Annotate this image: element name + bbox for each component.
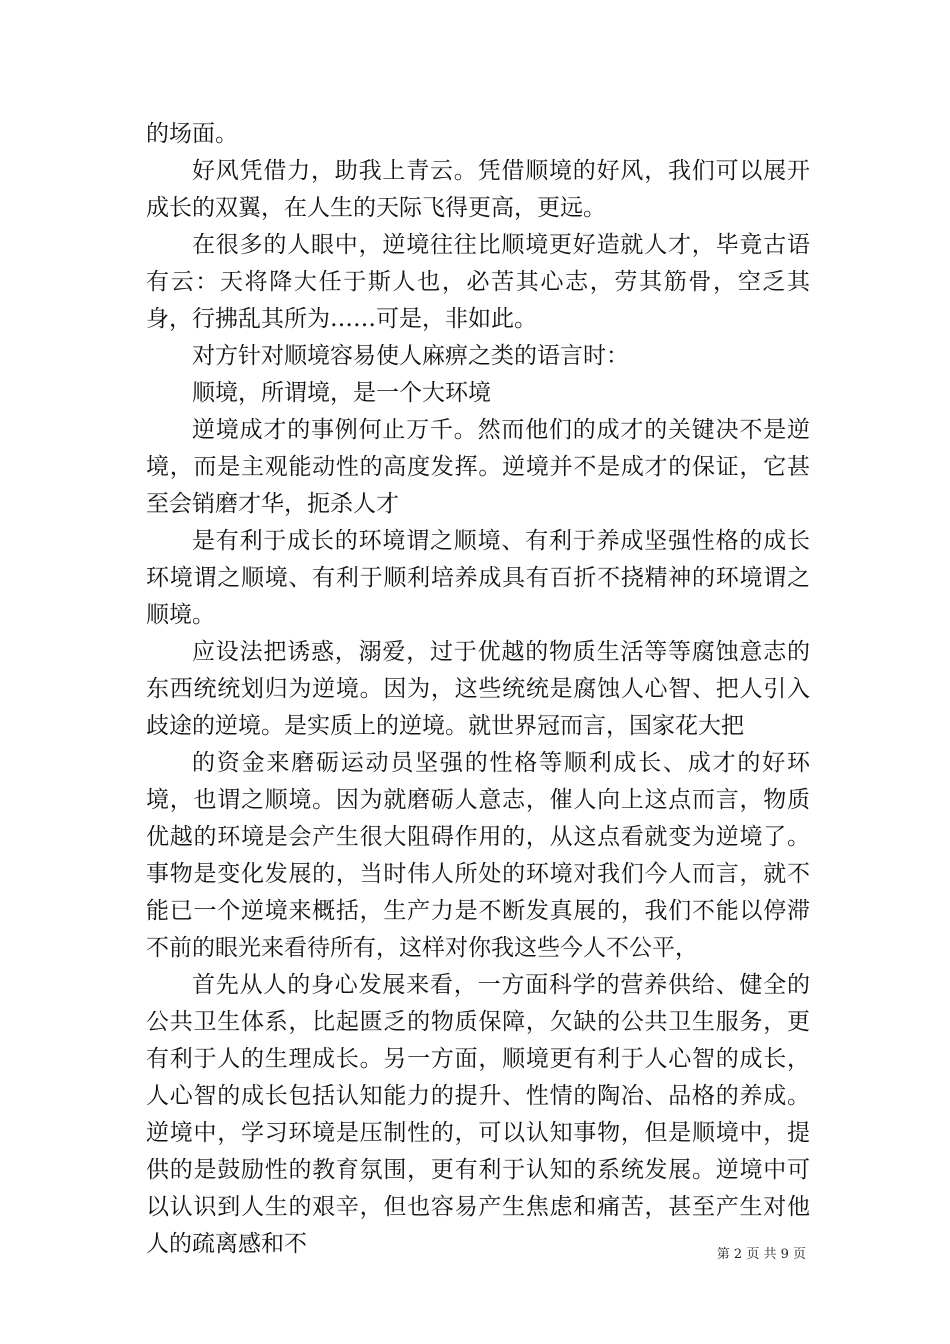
paragraph-7: 是有利于成长的环境谓之顺境、有利于养成坚强性格的成长环境谓之顺境、有利于顺利培养成具有百折不挠精神的环境谓之顺境。 (146, 528, 810, 628)
body-text (146, 116, 810, 1263)
paragraph-8: 应设法把诱惑，溺爱，过于优越的物质生活等等腐蚀意志的东西统统划归为逆境。因为，这些统统是腐蚀人心智、把人引入歧途的逆境。是实质上的逆境。就世界冠而言，国家花大把 (146, 639, 810, 739)
paragraph-1: 的场面。 (146, 121, 238, 147)
paragraph-4: 对方针对顺境容易使人麻痹之类的语言时： (192, 343, 629, 369)
page-number: 第 2 页 共 9 页 (716, 1247, 806, 1262)
paragraph-5: 顺境，所谓境，是一个大环境 (192, 380, 491, 406)
paragraph-2: 好风凭借力，助我上青云。凭借顺境的好风，我们可以展开成长的双翼，在人生的天际飞得更高，更远。 (146, 158, 810, 221)
paragraph-3: 在很多的人眼中，逆境往往比顺境更好造就人才，毕竟古语有云：天将降大任于斯人也，必苦其心志，劳其筋骨，空乏其身，行拂乱其所为……可是，非如此。 (146, 232, 810, 332)
paragraph-6: 逆境成才的事例何止万千。然而他们的成才的关键决不是逆境，而是主观能动性的高度发挥。逆境并不是成才的保证，它甚至会销磨才华，扼杀人才 (146, 417, 810, 517)
paragraph-10: 首先从人的身心发展来看，一方面科学的营养供给、健全的公共卫生体系，比起匮乏的物质保障，欠缺的公共卫生服务，更有利于人的生理成长。另一方面，顺境更有利于人心智的成长，人心智的成长包括认知能力的提升、性情的陶冶、品格的养成。逆境中，学习环境是压制性的，可以认知事物，但是顺境中，提供的是鼓励性的教育氛围，更有利于认知的系统发展。逆境中可以认识到人生的艰辛，但也容易产生焦虑和痛苦，甚至产生对他人的疏离感和不 (146, 972, 810, 1257)
paragraph-9: 的资金来磨砺运动员坚强的性格等顺利成长、成才的好环境，也谓之顺境。因为就磨砺人意志，催人向上这点而言，物质优越的环境是会产生很大阻碍作用的，从这点看就变为逆境了。事物是变化发展的，当时伟人所处的环境对我们今人而言，就不能已一个逆境来概括，生产力是不断发真展的，我们不能以停滞不前的眼光来看待所有，这样对你我这些今人不公平， (146, 750, 810, 961)
